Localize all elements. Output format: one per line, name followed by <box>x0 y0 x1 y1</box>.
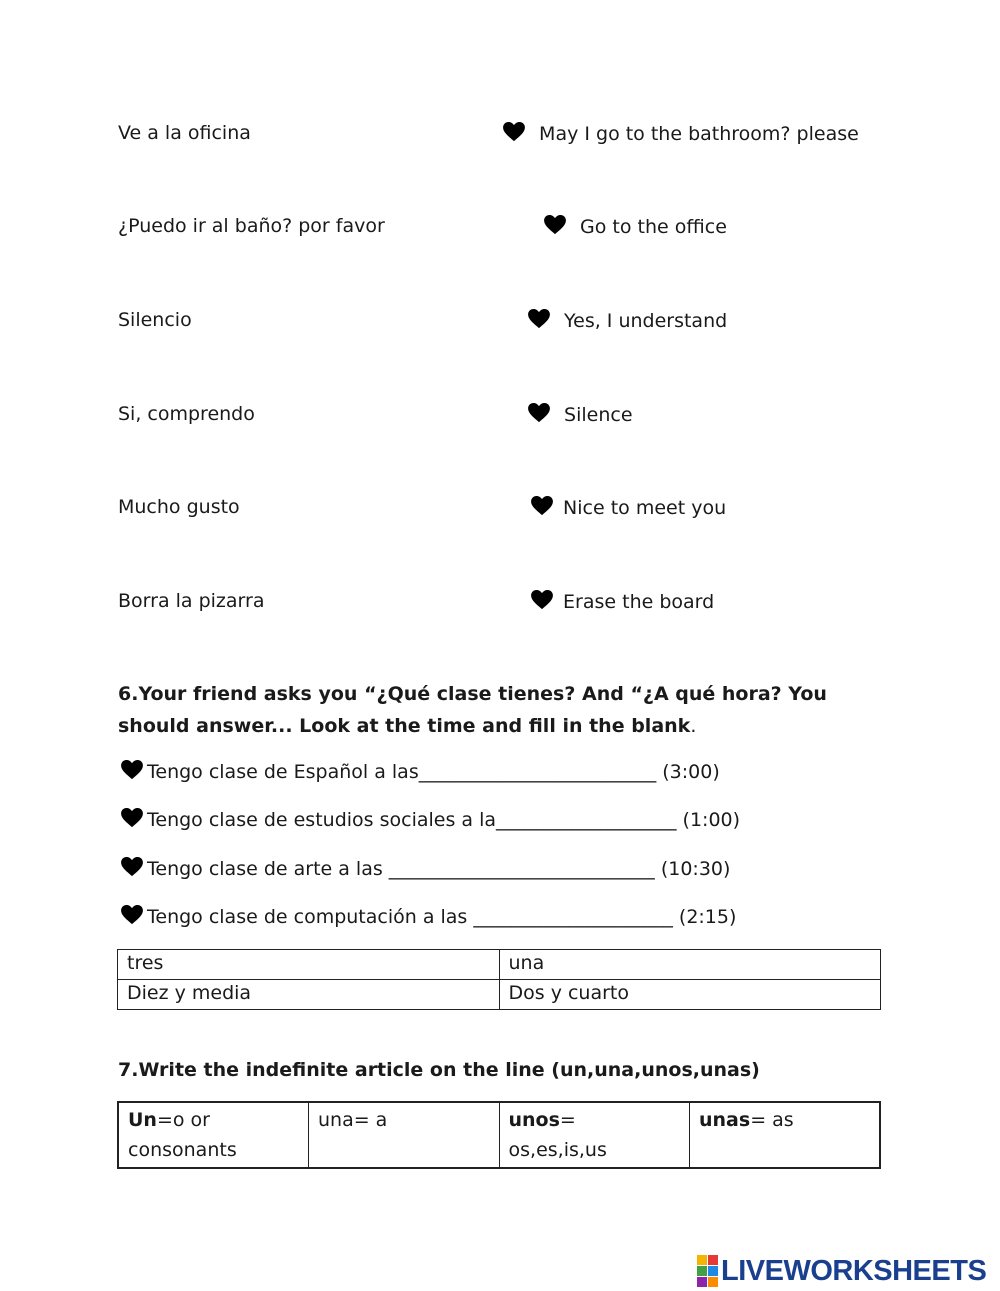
english-option[interactable] <box>503 122 859 145</box>
heart-icon <box>531 496 553 516</box>
english-option[interactable] <box>531 496 726 519</box>
english-phrase: Go to the office <box>580 216 727 238</box>
heart-icon <box>528 309 550 329</box>
english-phrase: Nice to meet you <box>563 497 727 519</box>
heart-icon <box>544 215 566 235</box>
question-6-prompt <box>118 678 878 742</box>
question-6-period: . <box>690 715 697 737</box>
heart-icon <box>528 403 550 423</box>
table-cell: Diez y media <box>118 980 500 1010</box>
article-cell <box>499 1102 690 1168</box>
table-row <box>118 950 881 980</box>
time-sentence[interactable] <box>121 857 730 880</box>
heart-icon <box>121 808 143 828</box>
spanish-phrase: Si, comprendo <box>118 403 255 425</box>
time-sentence[interactable] <box>121 808 740 831</box>
table-row <box>118 980 881 1010</box>
english-phrase: Silence <box>564 404 633 426</box>
spanish-phrase: Silencio <box>118 309 192 331</box>
article-rules-table <box>117 1101 881 1169</box>
article-bold: unas <box>699 1109 751 1131</box>
liveworksheets-logo <box>697 1254 986 1288</box>
question-7-prompt: 7.Write the indefinite article on the line (un,una,unos,unas) <box>118 1059 760 1081</box>
spanish-phrase: Borra la pizarra <box>118 590 265 612</box>
heart-icon <box>121 905 143 925</box>
sentence-text: Tengo clase de arte a las ____________________________ (10:30) <box>147 858 731 880</box>
logo-blocks-icon <box>697 1255 718 1287</box>
english-phrase: Yes, I understand <box>564 310 728 332</box>
article-cell <box>118 1102 309 1168</box>
english-phrase: May I go to the bathroom? please <box>539 123 859 145</box>
english-option[interactable] <box>531 590 714 613</box>
sentence-text: Tengo clase de Español a las_________________________ (3:00) <box>147 761 720 783</box>
article-cell <box>690 1102 881 1168</box>
english-option[interactable] <box>544 215 727 238</box>
spanish-phrase: Ve a la oficina <box>118 122 251 144</box>
heart-icon <box>121 857 143 877</box>
time-sentence[interactable] <box>121 760 720 783</box>
spanish-phrase: Mucho gusto <box>118 496 240 518</box>
article-cell <box>309 1102 500 1168</box>
sentence-text: Tengo clase de computación a las _____________________ (2:15) <box>147 906 737 928</box>
sentence-text: Tengo clase de estudios sociales a la___________________ (1:00) <box>147 809 741 831</box>
table-cell: tres <box>118 950 500 980</box>
question-6-bold-text: 6.Your friend asks you “¿Qué clase tienes? And “¿A qué hora? You should answer... Look at the time and fill in the blank <box>118 683 827 737</box>
article-bold: unos <box>508 1109 560 1131</box>
logo-text: LIVEWORKSHEETS <box>721 1254 987 1287</box>
article-rule: una= a <box>318 1109 388 1131</box>
heart-icon <box>503 122 525 142</box>
table-cell: una <box>499 950 881 980</box>
time-sentence[interactable] <box>121 905 736 928</box>
english-option[interactable] <box>528 309 727 332</box>
article-bold: Un <box>128 1109 157 1131</box>
heart-icon <box>121 760 143 780</box>
article-rule: =o or consonants <box>128 1109 237 1161</box>
table-row <box>118 1102 880 1168</box>
english-phrase: Erase the board <box>563 591 715 613</box>
english-option[interactable] <box>528 403 633 426</box>
article-rule: = as <box>750 1109 794 1131</box>
heart-icon <box>531 590 553 610</box>
table-cell: Dos y cuarto <box>499 980 881 1010</box>
spanish-phrase: ¿Puedo ir al baño? por favor <box>118 215 385 237</box>
answer-table <box>117 949 881 1010</box>
article-rule: = os,es,is,us <box>508 1109 607 1161</box>
